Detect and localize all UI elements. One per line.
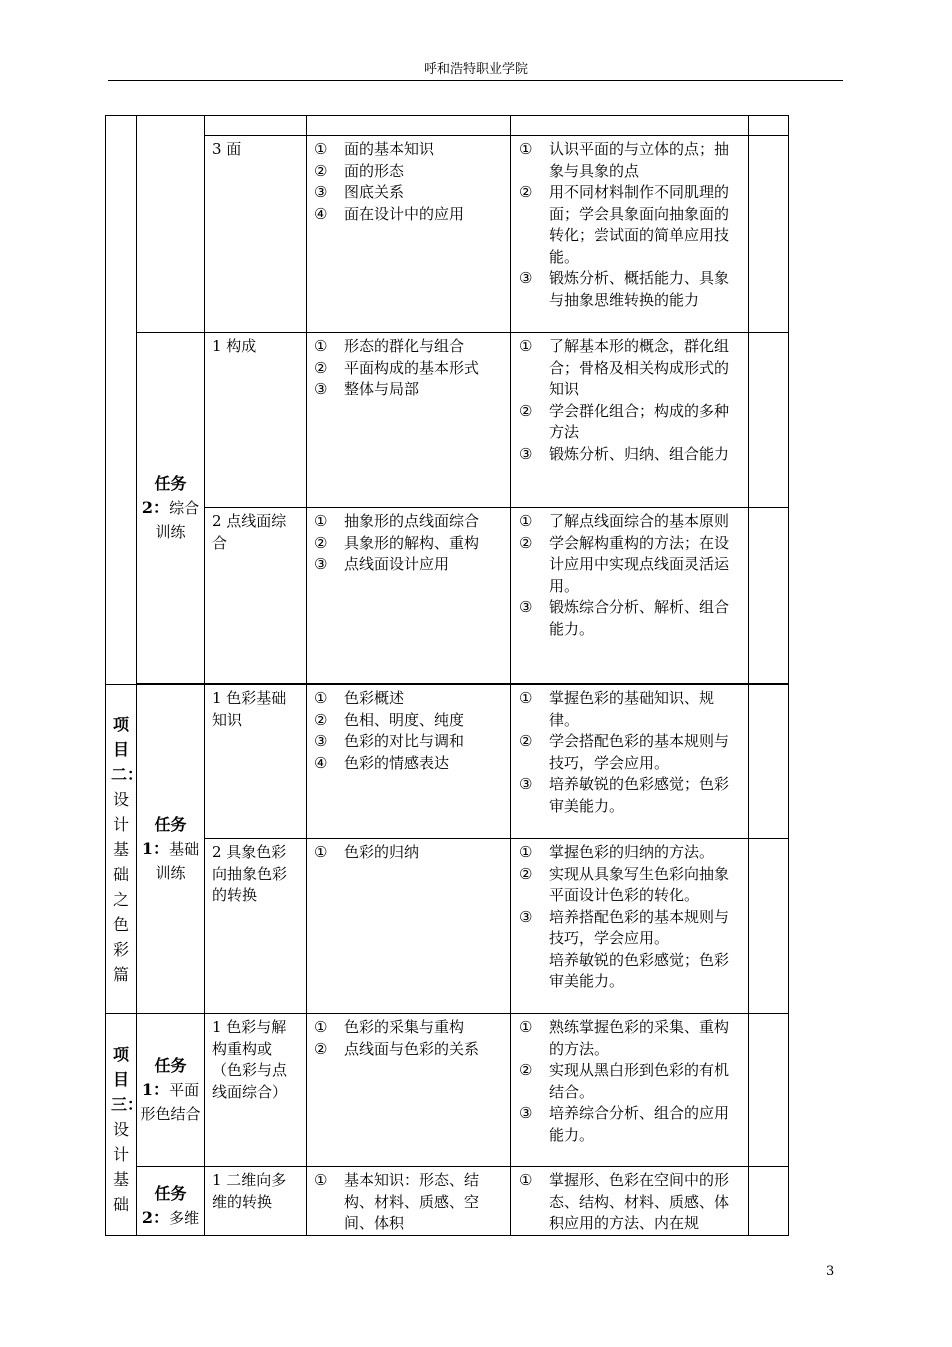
list-item: ② 点线面与色彩的关系 — [314, 1039, 480, 1058]
list-item: ③ 点线面设计应用 — [314, 555, 450, 573]
list-item: ① 了解点线面综合的基本原则 — [519, 512, 730, 530]
list-item: ① 色彩的归纳 — [314, 843, 420, 861]
topic-cell: 2 点线面综合 — [205, 508, 307, 684]
topic-cell: 1 构成 — [205, 333, 307, 508]
goal-cell — [511, 333, 749, 508]
list-item: ① 基本知识：形态、结构、材料、质感、空间、体积 — [314, 1171, 480, 1232]
table-row-continuation — [106, 116, 789, 136]
content-cell — [307, 508, 511, 684]
list-item: ④ 色彩的情感表达 — [314, 753, 450, 772]
table-row-jiegou — [106, 1014, 789, 1167]
task-cell: 任务 1：平面形色结合 — [137, 1014, 205, 1167]
list-item: ① 抽象形的点线面综合 — [314, 512, 480, 530]
content-cell — [307, 685, 511, 839]
topic-cell: 1 二维向多维的转换 — [205, 1167, 307, 1236]
content-cell — [307, 333, 511, 508]
goal-cell — [511, 839, 749, 1014]
table-row-erwei — [106, 1167, 789, 1236]
list-item: ② 用不同材料制作不同肌理的面；学会具象面向抽象面的转化；尝试面的简单应用技能。 — [519, 183, 730, 266]
blank-cell — [307, 116, 511, 136]
task-cell: 任务 1：基础训练 — [137, 685, 205, 1014]
list-item: ③ 锻炼分析、概括能力、具象与抽象思维转换的能力 — [519, 269, 730, 309]
list-item: ② 学会搭配色彩的基本规则与技巧，学会应用。 — [519, 732, 730, 772]
list-item: ③ 锻炼分析、归纳、组合能力 — [519, 444, 730, 463]
list-item: ④ 面在设计中的应用 — [314, 204, 465, 223]
page-number: 3 — [826, 1264, 835, 1279]
blank-cell — [749, 508, 789, 684]
goal-cell — [511, 685, 749, 839]
list-item: ① 色彩概述 — [314, 689, 405, 707]
list-item: ③ 色彩的对比与调和 — [314, 732, 465, 750]
goal-cell — [511, 508, 749, 684]
blank-cell — [749, 839, 789, 1014]
list-item: ② 面的形态 — [314, 161, 405, 180]
header-rule — [108, 80, 843, 81]
table-row-goucheng — [106, 333, 789, 508]
table-row-secai-jichu — [106, 685, 789, 839]
list-item: ② 学会群化组合；构成的多种方法 — [519, 401, 730, 441]
content-cell — [307, 839, 511, 1014]
list-item: ① 掌握形、色彩在空间中的形态、结构、材料、质感、体积应用的方法、内在规 — [519, 1171, 730, 1232]
goal-cell — [511, 1167, 749, 1236]
list-item: ② 平面构成的基本形式 — [314, 358, 480, 377]
task-cell: 任务 2：多维 — [137, 1167, 205, 1236]
task-cell: 任务 2：综合训练 — [137, 333, 205, 684]
list-item: 培养敏锐的色彩感觉；色彩审美能力。 — [549, 950, 730, 990]
list-item: ③ 整体与局部 — [314, 380, 420, 398]
blank-cell — [749, 685, 789, 839]
list-item: ② 学会解构重构的方法；在设计应用中实现点线面灵活运用。 — [519, 533, 730, 595]
table-row-juxiang — [106, 839, 789, 1014]
list-item: ② 实现从具象写生色彩向抽象平面设计色彩的转化。 — [519, 864, 730, 904]
blank-cell — [749, 1014, 789, 1167]
blank-cell — [511, 116, 749, 136]
blank-cell — [749, 1167, 789, 1236]
list-item: ① 色彩的采集与重构 — [314, 1018, 465, 1036]
topic-cell: 3 面 — [205, 136, 307, 333]
course-plan-table — [105, 115, 789, 1236]
project-cell: 项目二： 设计基础之色彩篇 — [106, 685, 137, 1014]
list-item: ① 熟练掌握色彩的采集、重构的方法。 — [519, 1018, 730, 1058]
list-item: ① 面的基本知识 — [314, 140, 435, 158]
list-item: ① 掌握色彩的归纳的方法。 — [519, 843, 715, 861]
task-cell-continued — [137, 116, 205, 333]
list-item: ③ 培养敏锐的色彩感觉；色彩审美能力。 — [519, 775, 730, 815]
project1-cell — [106, 116, 137, 685]
topic-cell: 1 色彩基础知识 — [205, 685, 307, 839]
list-item: ① 了解基本形的概念，群化组合；骨格及相关构成形式的知识 — [519, 337, 730, 398]
task-label-bold: 任务 — [154, 474, 187, 493]
page-header-title: 呼和浩特职业学院 — [423, 62, 528, 77]
project-cell: 项目三： 设计基础 — [106, 1014, 137, 1236]
table-row-dianxianmian — [106, 508, 789, 684]
list-item: ② 具象形的解构、重构 — [314, 533, 480, 552]
content-cell — [307, 136, 511, 333]
list-item: ③ 图底关系 — [314, 183, 405, 201]
content-cell — [307, 1167, 511, 1236]
goal-cell — [511, 136, 749, 333]
content-cell — [307, 1014, 511, 1167]
table-row-mian — [106, 136, 789, 333]
blank-cell — [749, 116, 789, 136]
list-item: ③ 锻炼综合分析、解析、组合能力。 — [519, 598, 730, 638]
goal-cell — [511, 1014, 749, 1167]
list-item: ① 掌握色彩的基础知识、规律。 — [519, 689, 715, 729]
topic-cell: 1 色彩与解构重构或（色彩与点线面综合） — [205, 1014, 307, 1167]
blank-cell — [749, 333, 789, 508]
list-item: ③ 培养搭配色彩的基本规则与技巧，学会应用。 — [519, 907, 730, 947]
list-item: ② 实现从黑白形到色彩的有机结合。 — [519, 1061, 730, 1101]
blank-cell — [205, 116, 307, 136]
list-item: ① 形态的群化与组合 — [314, 337, 465, 355]
list-item: ③ 培养综合分析、组合的应用能力。 — [519, 1104, 730, 1144]
blank-cell — [749, 136, 789, 333]
list-item: ① 认识平面的与立体的点；抽象与具象的点 — [519, 140, 730, 180]
topic-cell: 2 具象色彩向抽象色彩的转换 — [205, 839, 307, 1014]
list-item: ② 色相、明度、纯度 — [314, 710, 465, 729]
